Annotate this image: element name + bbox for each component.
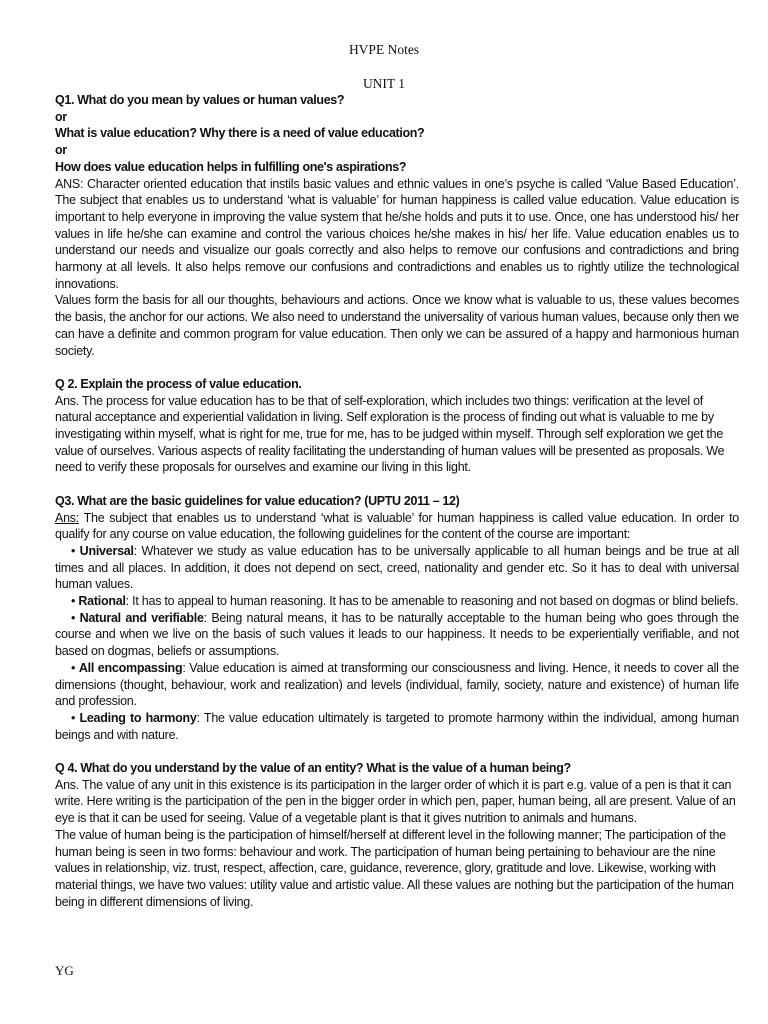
answer-paragraph: Ans: The subject that enables us to understand ‘what is valuable’ for human happiness is called value education. In order to qualify for any course on value education, the following guidelines for the content of the course are important: [55,510,739,542]
question-heading: How does value education helps in fulfilling one's aspirations? [55,159,407,174]
question-heading: Q3. What are the basic guidelines for value education? (UPTU 2011 – 12) [55,493,460,508]
question-heading: Q 4. What do you understand by the value of an entity? What is the value of a human being? [55,761,571,776]
page-title: HVPE Notes [348,42,420,57]
question-heading: What is value education? Why there is a need of value education? [55,126,425,141]
unit-heading: UNIT 1 [362,76,406,91]
answer-label: Ans: [55,510,80,525]
footer-initials: YG [55,963,74,978]
answer-paragraph: The value of human being is the participation of himself/herself at different level in the following manner; The participation of the human being is seen in two forms: behaviour and work. The participation of human being pertaining to behaviour are the nine values in relationship, viz. trust, respect, affection, care, guidance, reverence, glory, gratitude and love. Likewise, working with material things, we have two values: utility value and artistic value. All these values are nothing but the participation of the human being in different dimensions of living. [55,827,734,909]
answer-paragraph: Ans. The value of any unit in this existence is its participation in the larger order of which it is part e.g. value of a pen is that it can write. Here writing is the participation of the pen in the bigger order in which pen, paper, human being, all are present. Value of an eye is that it can be used for seeing. Value of a vegetable plant is that it gives nutrition to animals and humans. [55,777,736,826]
question-heading: Q1. What do you mean by values or human values? [55,93,345,107]
answer-paragraph: Values form the basis for all our thoughts, behaviours and actions. Once we know what is valuable to us, these values becomes the basis, the anchor for our actions. We also need to understand the universality of various human values, because only then we can have a definite and common program for value education. Then only we can be assured of a happy and harmonious human society. [55,293,739,358]
or-separator: or [55,109,67,124]
question-heading: Q 2. Explain the process of value education. [55,376,302,391]
document-body [55,92,739,910]
guideline-item-all-encompassing: • All encompassing: Value education is aimed at transforming our consciousness and living. Hence, it needs to cover all the dimensions (thought, behaviour, work and realization) and levels (individual, family, society, nature and existence) of human life and profession. [55,660,739,709]
guideline-item-harmony: • Leading to harmony: The value education ultimately is targeted to promote harmony within the individual, among human beings and with nature. [55,710,739,742]
answer-paragraph: Ans. The process for value education has to be that of self-exploration, which includes two things: verification at the level of natural acceptance and experiential validation in living. Self exploration is the process of finding out what is valuable to me by investigating within myself, what is right for me, true for me, has to be judged within myself. Through self exploration we get the value of ourselves. Various aspects of reality facilitating the understanding of human values will be presented as proposals. We need to verify these proposals for ourselves and examine our living in this light. [55,393,725,475]
guideline-item-natural: • Natural and verifiable: Being natural means, it has to be naturally acceptable to the human being who goes through the course and when we live on the basis of such values it leads to our happiness. It needs to be experientially verifiable, and not based on dogmas, beliefs or assumptions. [55,610,739,659]
or-separator: or [55,143,67,158]
guideline-item-rational: • Rational: It has to appeal to human reasoning. It has to be amenable to reasoning and not based on dogmas or blind beliefs. [71,594,739,609]
answer-paragraph: ANS: Character oriented education that instils basic values and ethnic values in one’s psyche is called ‘Value Based Education’. The subject that enables us to understand ‘what is valuable’ for human happiness is called value education. Value education is important to help everyone in improving the value system that he/she holds and puts it to use. Once, one has understood his/ her values in life he/she can examine and control the various choices he/she makes in his/ her life. Value education enables us to understand our needs and visualize our goals correctly and also helps to remove our confusions and contradictions and bring harmony at all levels. It also helps remove our confusions and contradictions and enables us to rightly utilize the technological innovations. [55,176,739,291]
guideline-item-universal: • Universal: Whatever we study as value education has to be universally applicable to all human beings and be true at all times and all places. In addition, it does not depend on sect, creed, nationality and gender etc. So it has to deal with universal human values. [55,543,739,592]
